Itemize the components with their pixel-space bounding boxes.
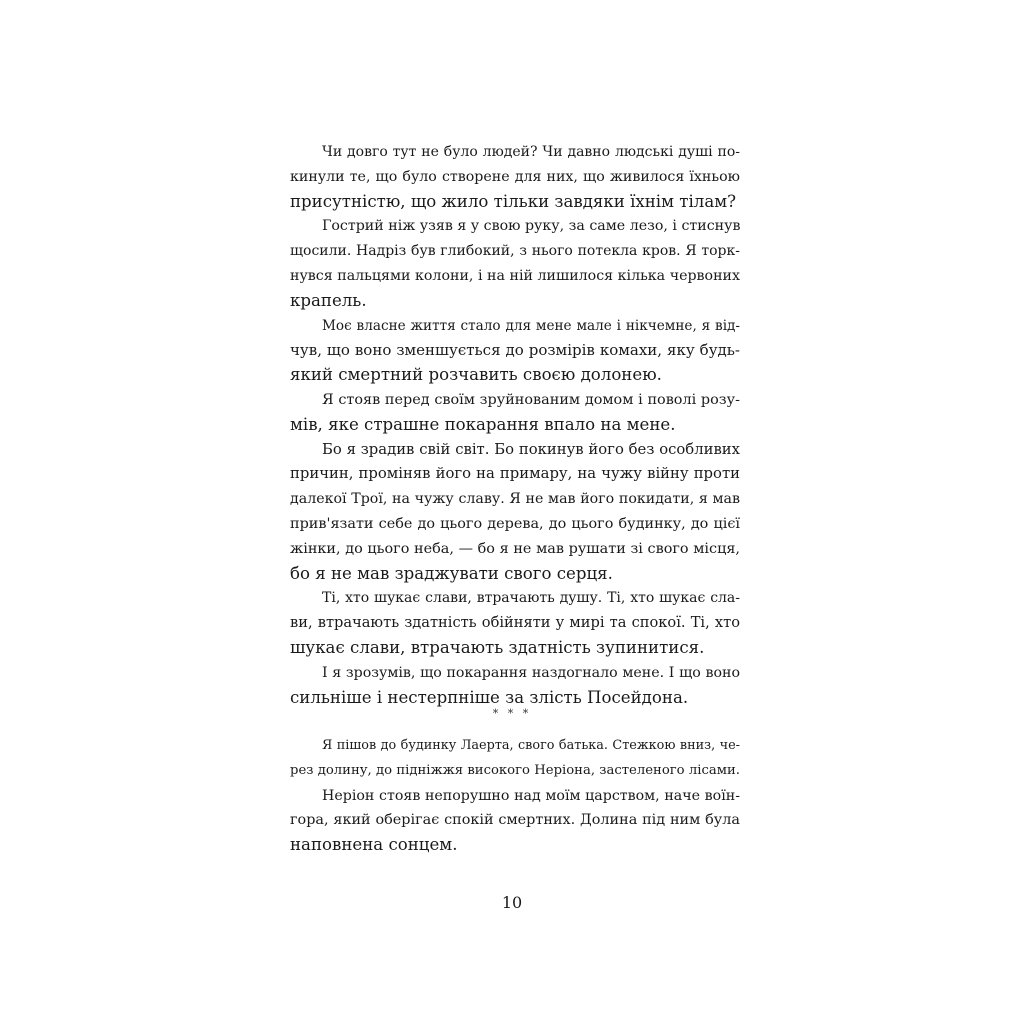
text-line: ви, втрачають здатність обійняти у мирі та спокої. Ті, хто xyxy=(290,614,740,632)
text-line: рез долину, до підніжжя високого Неріона, застеленого лісами. xyxy=(290,762,740,778)
paragraph xyxy=(290,784,740,858)
text-line: присутністю, що жило тільки завдяки їхнім тілам? xyxy=(290,191,737,211)
section-divider: * * * xyxy=(492,707,532,720)
text-line: бо я не мав зраджувати свого серця. xyxy=(290,563,613,583)
text-line: прив'язати себе до цього дерева, до цього будинку, до цієї xyxy=(290,515,740,532)
text-line: далекої Трої, на чужу славу. Я не мав його покидати, я мав xyxy=(290,491,740,508)
paragraph xyxy=(290,438,740,587)
paragraph xyxy=(290,314,740,388)
text-section-1 xyxy=(290,140,740,710)
text-line: шукає слави, втрачають здатність зупинитися. xyxy=(290,637,705,657)
text-line: Бо я зрадив свій світ. Бо покинув його без особливих xyxy=(322,440,740,458)
text-line: нувся пальцями колони, і на ній лишилося кілька червоних xyxy=(290,267,740,284)
text-line: Чи довго тут не було людей? Чи давно людські душі по- xyxy=(322,144,740,160)
paragraph xyxy=(290,734,740,784)
text-line: Моє власне життя стало для мене мале і нікчемне, я від- xyxy=(322,317,740,334)
page-number: 10 xyxy=(501,893,523,912)
text-line: І я зрозумів, що покарання наздогнало мене. І що воно xyxy=(322,664,740,681)
paragraph xyxy=(290,214,740,313)
text-line: крапель. xyxy=(290,290,367,310)
text-line: сильніше і нестерпніше за злість Посейдона. xyxy=(290,687,689,707)
text-line: Ті, хто шукає слави, втрачають душу. Ті, хто шукає сла- xyxy=(322,590,740,607)
text-line: який смертний розчавить своєю долонею. xyxy=(290,365,662,385)
text-line: гора, який оберігає спокій смертних. Долина під ним була xyxy=(290,812,740,829)
paragraph xyxy=(290,586,740,660)
text-line: Гострий ніж узяв я у свою руку, за саме лезо, і стиснув xyxy=(322,218,741,235)
text-line: щосили. Надріз був глибокий, з нього потекла кров. Я торк- xyxy=(290,243,740,260)
text-line: Я стояв перед своїм зруйнованим домом і поволі розу- xyxy=(322,391,740,408)
text-section-2 xyxy=(290,734,740,858)
text-line: кинули те, що було створене для них, що живилося їхньою xyxy=(290,168,740,185)
text-line: жінки, до цього неба, — бо я не мав рушати зі свого місця, xyxy=(290,540,740,557)
text-line: наповнена сонцем. xyxy=(290,835,458,855)
text-line: Я пішов до будинку Лаерта, свого батька. Стежкою вниз, че- xyxy=(322,738,740,753)
text-line: мів, яке страшне покарання впало на мене. xyxy=(290,414,676,434)
text-line: чув, що воно зменшується до розмірів комахи, яку будь- xyxy=(290,341,740,360)
text-line: причин, проміняв його на примару, на чужу війну проти xyxy=(290,465,740,483)
text-line: Неріон стояв непорушно над моїм царством, наче воїн- xyxy=(322,787,740,804)
paragraph xyxy=(290,140,740,214)
paragraph xyxy=(290,388,740,438)
paragraph xyxy=(290,661,740,711)
